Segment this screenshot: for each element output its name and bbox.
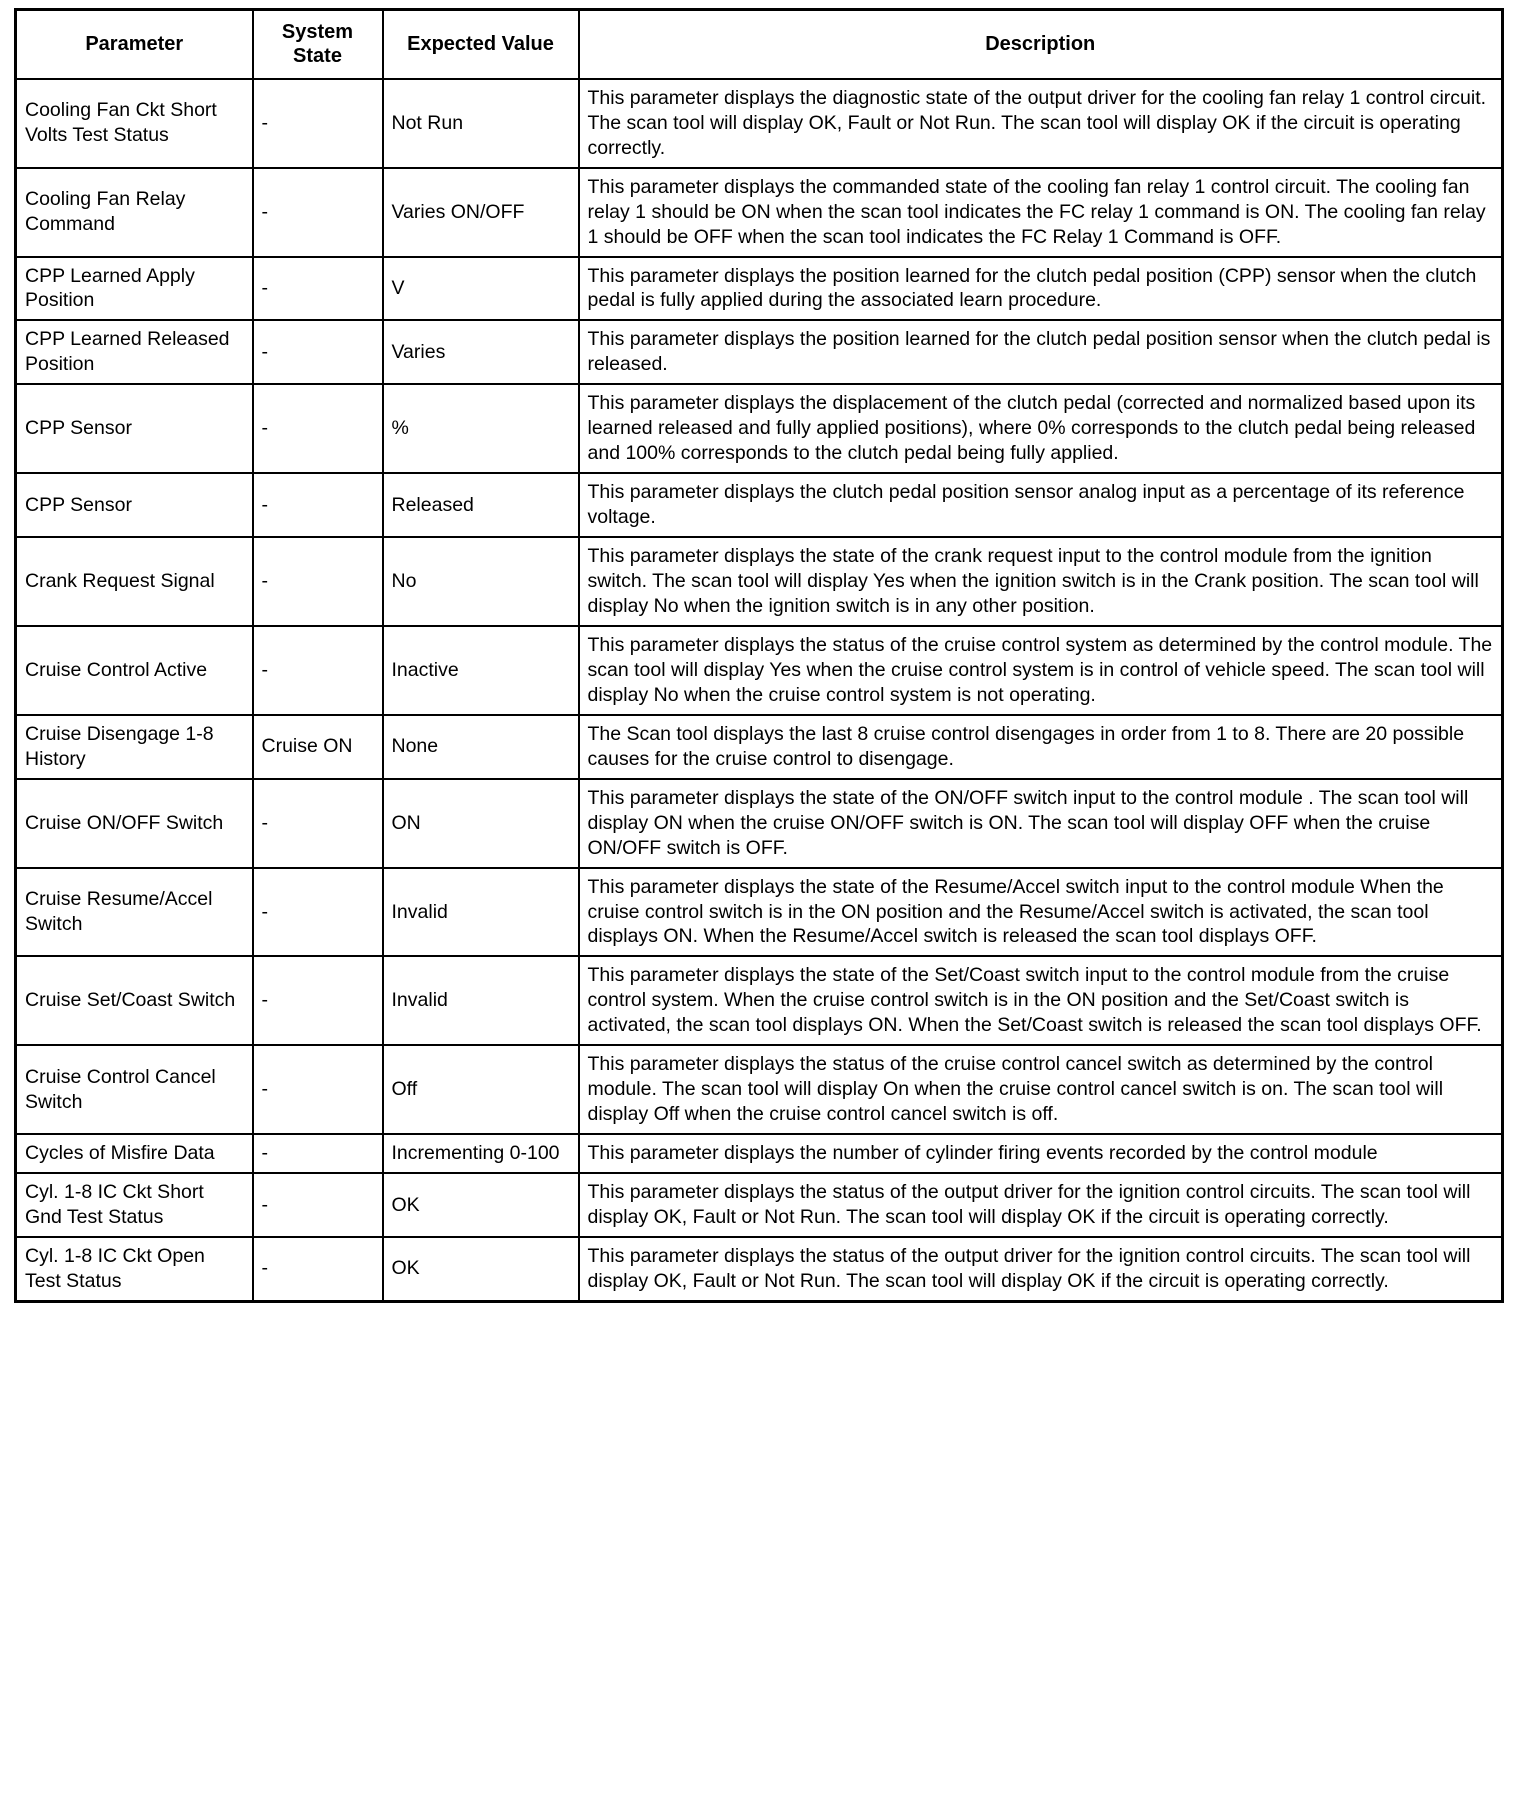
table-body xyxy=(16,79,1503,1302)
table-row xyxy=(16,868,1503,957)
cell-parameter: Cruise Resume/Accel Switch xyxy=(16,868,253,957)
cell-expected-value: Varies ON/OFF xyxy=(383,168,579,257)
cell-expected-value: V xyxy=(383,257,579,321)
cell-description: This parameter displays the clutch pedal position sensor analog input as a percentage of its reference voltage. xyxy=(579,473,1503,537)
cell-description: This parameter displays the number of cylinder firing events recorded by the control module xyxy=(579,1134,1503,1173)
cell-description: This parameter displays the status of the cruise control system as determined by the control module. The scan tool will display Yes when the cruise control system is in control of vehicle speed. The scan tool will display No when the cruise control system is not operating. xyxy=(579,626,1503,715)
table-row xyxy=(16,168,1503,257)
cell-expected-value: Inactive xyxy=(383,626,579,715)
cell-expected-value: Not Run xyxy=(383,79,579,168)
table-row xyxy=(16,779,1503,868)
cell-expected-value: ON xyxy=(383,779,579,868)
cell-description: This parameter displays the commanded state of the cooling fan relay 1 control circuit. The cooling fan relay 1 should be ON when the scan tool indicates the FC relay 1 command is ON. The cooling fan relay 1 should be OFF when the scan tool indicates the FC Relay 1 Command is OFF. xyxy=(579,168,1503,257)
cell-description: This parameter displays the position learned for the clutch pedal position (CPP) sensor when the clutch pedal is fully applied during the associated learn procedure. xyxy=(579,257,1503,321)
cell-system-state: - xyxy=(253,168,383,257)
cell-system-state: - xyxy=(253,257,383,321)
table-row xyxy=(16,1134,1503,1173)
column-header-system-state-line1: System xyxy=(281,21,354,43)
cell-parameter: Cruise ON/OFF Switch xyxy=(16,779,253,868)
cell-system-state: - xyxy=(253,537,383,626)
cell-description: This parameter displays the status of the output driver for the ignition control circuits. The scan tool will display OK, Fault or Not Run. The scan tool will display OK if the circuit is operating correctly. xyxy=(579,1173,1503,1237)
cell-expected-value: Invalid xyxy=(383,956,579,1045)
table-row xyxy=(16,956,1503,1045)
column-header-system-state xyxy=(253,10,383,79)
cell-description: This parameter displays the status of the output driver for the ignition control circuits. The scan tool will display OK, Fault or Not Run. The scan tool will display OK if the circuit is operating correctly. xyxy=(579,1237,1503,1301)
cell-system-state: - xyxy=(253,320,383,384)
cell-description: This parameter displays the state of the ON/OFF switch input to the control module . The scan tool will display ON when the cruise ON/OFF switch is ON. The scan tool will display OFF when the cruise ON/OFF switch is OFF. xyxy=(579,779,1503,868)
cell-parameter: Crank Request Signal xyxy=(16,537,253,626)
column-header-expected-value: Expected Value xyxy=(383,10,579,79)
cell-system-state: - xyxy=(253,779,383,868)
cell-system-state: - xyxy=(253,384,383,473)
scan-tool-parameter-table xyxy=(14,8,1504,1303)
header-row xyxy=(16,10,1503,79)
table-row xyxy=(16,79,1503,168)
cell-description: This parameter displays the state of the Set/Coast switch input to the control module from the cruise control system. When the cruise control switch is in the ON position and the Set/Coast switch is activated, the scan tool displays ON. When the Set/Coast switch is released the scan tool displays OFF. xyxy=(579,956,1503,1045)
cell-expected-value: Off xyxy=(383,1045,579,1134)
table-row xyxy=(16,715,1503,779)
table-row xyxy=(16,384,1503,473)
cell-parameter: Cooling Fan Relay Command xyxy=(16,168,253,257)
cell-system-state: Cruise ON xyxy=(253,715,383,779)
column-header-description: Description xyxy=(579,10,1503,79)
cell-expected-value: OK xyxy=(383,1173,579,1237)
cell-expected-value: Varies xyxy=(383,320,579,384)
cell-parameter: CPP Sensor xyxy=(16,473,253,537)
cell-system-state: - xyxy=(253,473,383,537)
table-row xyxy=(16,1237,1503,1301)
cell-expected-value: Invalid xyxy=(383,868,579,957)
cell-description: The Scan tool displays the last 8 cruise control disengages in order from 1 to 8. There are 20 possible causes for the cruise control to disengage. xyxy=(579,715,1503,779)
cell-parameter: CPP Learned Apply Position xyxy=(16,257,253,321)
cell-description: This parameter displays the status of the cruise control cancel switch as determined by the control module. The scan tool will display On when the cruise control cancel switch is on. The scan tool will display Off when the cruise control cancel switch is off. xyxy=(579,1045,1503,1134)
cell-parameter: Cooling Fan Ckt Short Volts Test Status xyxy=(16,79,253,168)
table-row xyxy=(16,320,1503,384)
cell-system-state: - xyxy=(253,1045,383,1134)
cell-parameter: Cruise Set/Coast Switch xyxy=(16,956,253,1045)
cell-system-state: - xyxy=(253,626,383,715)
cell-description: This parameter displays the state of the Resume/Accel switch input to the control module When the cruise control switch is in the ON position and the Resume/Accel switch is activated, the scan tool displays ON. When the Resume/Accel switch is released the scan tool displays OFF. xyxy=(579,868,1503,957)
cell-parameter: Cyl. 1-8 IC Ckt Open Test Status xyxy=(16,1237,253,1301)
cell-description: This parameter displays the state of the crank request input to the control module from the ignition switch. The scan tool will display Yes when the ignition switch is in the Crank position. The scan tool will display No when the ignition switch is in any other position. xyxy=(579,537,1503,626)
column-header-parameter: Parameter xyxy=(16,10,253,79)
cell-description: This parameter displays the diagnostic state of the output driver for the cooling fan relay 1 control circuit. The scan tool will display OK, Fault or Not Run. The scan tool will display OK if the circuit is operating correctly. xyxy=(579,79,1503,168)
table-row xyxy=(16,537,1503,626)
cell-parameter: Cruise Control Cancel Switch xyxy=(16,1045,253,1134)
table-header xyxy=(16,10,1503,79)
table-row xyxy=(16,626,1503,715)
table-row xyxy=(16,257,1503,321)
table-row xyxy=(16,473,1503,537)
cell-system-state: - xyxy=(253,956,383,1045)
cell-expected-value: % xyxy=(383,384,579,473)
cell-expected-value: OK xyxy=(383,1237,579,1301)
cell-expected-value: No xyxy=(383,537,579,626)
cell-system-state: - xyxy=(253,1173,383,1237)
cell-parameter: Cyl. 1-8 IC Ckt Short Gnd Test Status xyxy=(16,1173,253,1237)
cell-parameter: Cruise Disengage 1-8 History xyxy=(16,715,253,779)
cell-system-state: - xyxy=(253,79,383,168)
cell-description: This parameter displays the position learned for the clutch pedal position sensor when the clutch pedal is released. xyxy=(579,320,1503,384)
column-header-system-state-line2: State xyxy=(293,45,342,68)
cell-system-state: - xyxy=(253,1237,383,1301)
cell-parameter: Cruise Control Active xyxy=(16,626,253,715)
cell-system-state: - xyxy=(253,868,383,957)
table-row xyxy=(16,1045,1503,1134)
cell-expected-value: Released xyxy=(383,473,579,537)
cell-expected-value: Incrementing 0-100 xyxy=(383,1134,579,1173)
cell-parameter: CPP Sensor xyxy=(16,384,253,473)
cell-description: This parameter displays the displacement of the clutch pedal (corrected and normalized based upon its learned released and fully applied positions), where 0% corresponds to the clutch pedal being released and 100% corresponds to the clutch pedal being fully applied. xyxy=(579,384,1503,473)
cell-expected-value: None xyxy=(383,715,579,779)
cell-parameter: CPP Learned Released Position xyxy=(16,320,253,384)
cell-system-state: - xyxy=(253,1134,383,1173)
cell-parameter: Cycles of Misfire Data xyxy=(16,1134,253,1173)
table-row xyxy=(16,1173,1503,1237)
